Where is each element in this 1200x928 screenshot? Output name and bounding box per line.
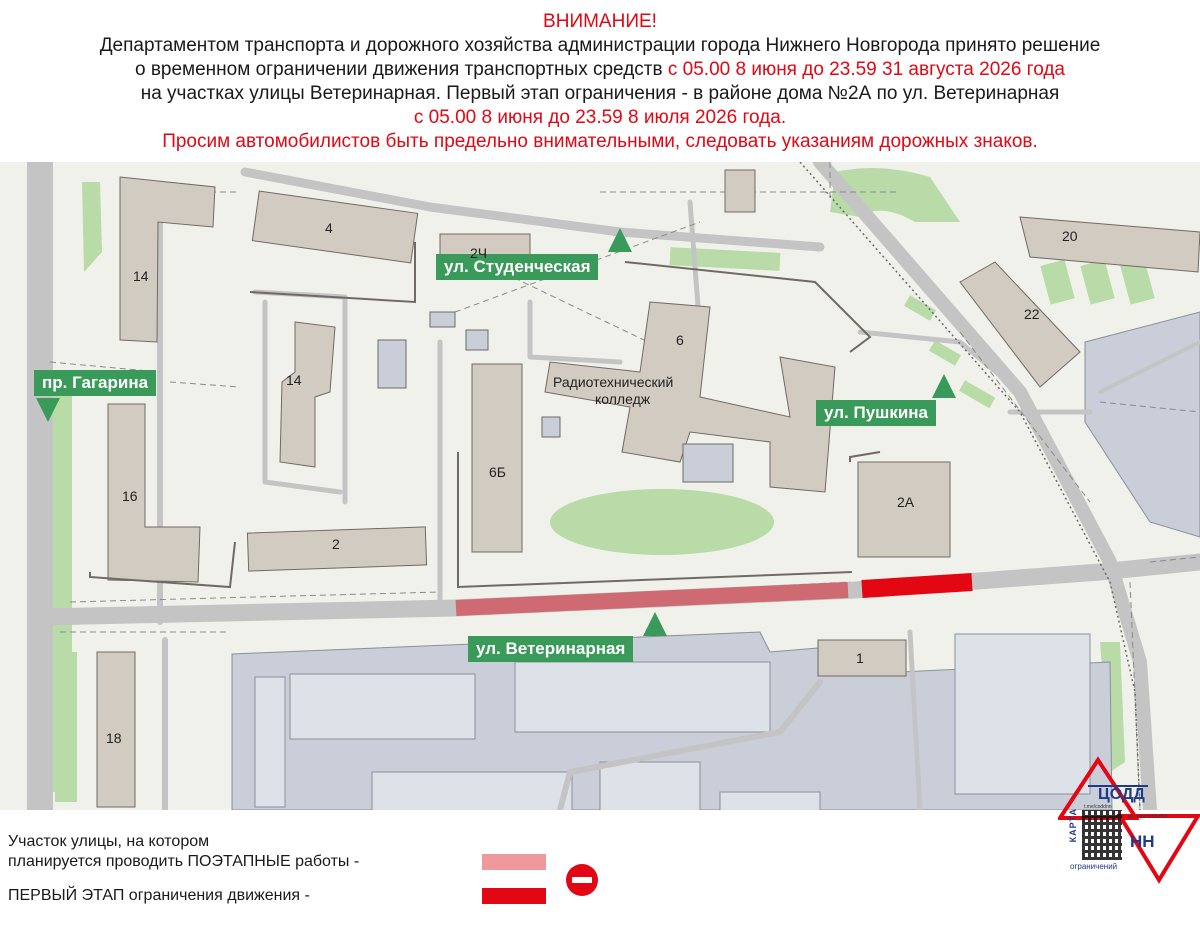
notice-line-4: на участках улицы Ветеринарная. Первый этап ограничения - в районе дома №2А по ул. Ветеринарная xyxy=(140,83,1060,104)
logo-nn: НН xyxy=(1130,832,1155,851)
codd-logo xyxy=(1058,756,1200,928)
logo-triangles-icon xyxy=(1058,756,1200,928)
college-label-line-1: Радиотехнический xyxy=(553,374,674,390)
section-staged-works xyxy=(456,590,848,608)
industrial-building-1 xyxy=(290,674,475,739)
industrial-building-7 xyxy=(720,792,820,810)
notice-header xyxy=(0,10,1200,154)
building-number-6: 6 xyxy=(676,332,684,348)
legend xyxy=(0,810,1200,928)
industrial-building-6 xyxy=(600,762,700,810)
street-label-pushkina: ул. Пушкина xyxy=(816,400,936,426)
park-strip-top xyxy=(670,247,781,271)
building-number-2: 2 xyxy=(332,536,340,552)
building-6b xyxy=(472,364,522,552)
building-number-6b: 6Б xyxy=(489,464,506,480)
building-number-14a: 14 xyxy=(133,268,149,284)
street-label-studencheskaya: ул. Студенческая xyxy=(436,254,598,280)
no-entry-sign-icon xyxy=(566,864,598,896)
industrial-building-5 xyxy=(372,772,572,810)
college-label xyxy=(553,374,673,408)
building-small-top xyxy=(725,170,755,212)
footpath-7 xyxy=(70,592,440,602)
logo-ogranicheniy: ограничений xyxy=(1070,862,1118,871)
building-number-20: 20 xyxy=(1062,228,1078,244)
building-small-2 xyxy=(430,312,455,327)
notice-period-overall: с 05.00 8 июня до 23.59 31 августа 2026 года xyxy=(667,59,1065,80)
logo-codd: ЦОДД xyxy=(1098,786,1145,803)
building-number-18: 18 xyxy=(106,730,122,746)
building-small-5 xyxy=(683,444,733,482)
notice-period-first-stage: с 05.00 8 июня до 23.59 8 июля 2026 года. xyxy=(413,107,787,128)
legend-first-stage: ПЕРВЫЙ ЭТАП ограничения движения - xyxy=(8,887,310,904)
building-number-2ch: 2Ч xyxy=(470,245,488,261)
park-strip-2 xyxy=(1080,260,1115,305)
legend-swatch-first-stage xyxy=(482,888,546,904)
building-number-4: 4 xyxy=(325,220,333,236)
logo-url-vk: vk.com/coddnn52 xyxy=(1128,814,1168,820)
footpath-2 xyxy=(170,382,240,387)
stadium xyxy=(550,489,774,555)
legend-staged-line-2: планируется проводить ПОЭТАПНЫЕ работы - xyxy=(8,853,360,870)
notice-line-2: Департаментом транспорта и дорожного хозяйства администрации города Нижнего Новгорода принято решение xyxy=(99,35,1101,56)
notice-line-3-text: о временном ограничении движения транспортных средств xyxy=(134,59,668,80)
building-small-4 xyxy=(542,417,560,437)
park-strip-1 xyxy=(1040,260,1075,305)
section-first-stage xyxy=(862,582,972,589)
pointer-veterinarnaya xyxy=(643,612,667,636)
road-local-11 xyxy=(530,302,620,362)
industrial-lake xyxy=(1085,312,1200,537)
building-number-16: 16 xyxy=(122,488,138,504)
building-number-22: 22 xyxy=(1024,306,1040,322)
fence-5 xyxy=(850,452,880,462)
building-small-1 xyxy=(378,340,406,388)
building-number-2a: 2А xyxy=(897,494,915,510)
logo-url-telegram: t.me/coddnn xyxy=(1084,804,1112,810)
street-label-gagarina: пр. Гагарина xyxy=(34,370,156,396)
industrial-building-2 xyxy=(515,662,770,732)
notice-title: ВНИМАНИЕ! xyxy=(543,11,657,32)
park-strip-6 xyxy=(959,380,995,408)
building-number-14b: 14 xyxy=(286,372,302,388)
building-number-1: 1 xyxy=(856,650,864,666)
map-area xyxy=(0,162,1200,810)
street-label-veterinarnaya: ул. Ветеринарная xyxy=(468,636,633,662)
park-left-strip xyxy=(82,182,102,272)
notice-line-3 xyxy=(0,58,1200,82)
logo-karta: КАРТА xyxy=(1068,808,1078,843)
college-label-line-2: колледж xyxy=(595,391,651,407)
map-canvas xyxy=(0,162,1200,810)
notice-appeal: Просим автомобилистов быть предельно внимательными, следовать указаниям дорожных знаков. xyxy=(162,131,1038,152)
qr-code-icon xyxy=(1082,810,1122,860)
building-14b xyxy=(280,322,335,467)
park-bottom-left xyxy=(55,652,77,802)
industrial-building-4 xyxy=(255,677,285,807)
legend-staged-line-1: Участок улицы, на котором xyxy=(8,833,210,850)
building-20 xyxy=(1020,217,1200,272)
road-veterinarnaya-main xyxy=(40,562,1200,617)
building-small-3 xyxy=(466,330,488,350)
pointer-pushkina xyxy=(932,374,956,398)
legend-swatch-staged xyxy=(482,854,546,870)
building-14a xyxy=(120,177,215,342)
